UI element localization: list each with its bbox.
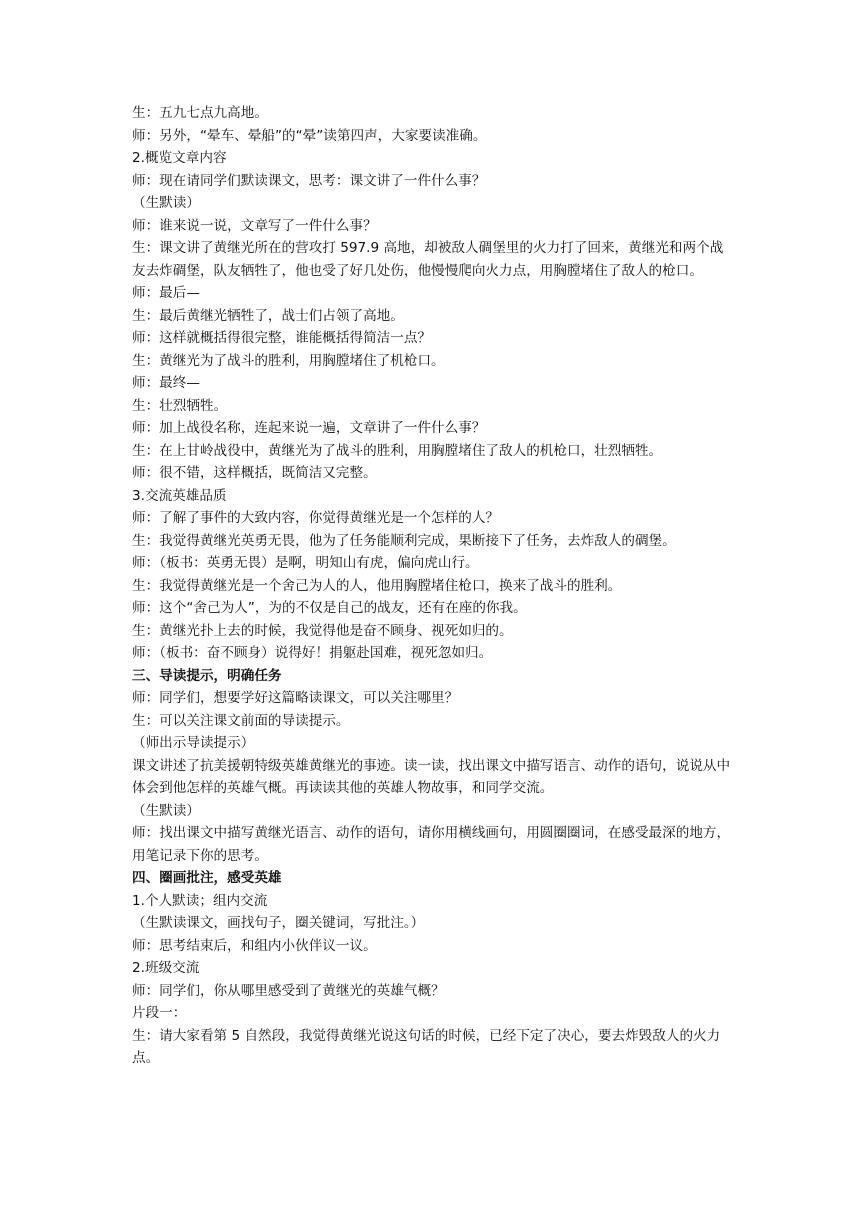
text-line: 师：最后— bbox=[132, 285, 200, 301]
text-line: 师：思考结束后，和组内小伙伴议一议。 bbox=[132, 937, 377, 954]
text-line: 师：另外，“晕车、晕船”的“晕”读第四声，大家要读准确。 bbox=[132, 127, 487, 144]
text-line: 师：找出课文中描写黄继光语言、动作的语句，请你用横线画句，用圆圈圈词，在感受最深的地方，用笔记录下你的思考。 bbox=[132, 825, 731, 864]
text-line: （生默读课文，画找句子，圈关键词，写批注。） bbox=[132, 915, 425, 931]
text-line: 师：这样就概括得很完整，谁能概括得简洁一点？ bbox=[132, 330, 432, 346]
text-line: 师：同学们，你从哪里感受到了黄继光的英雄气概？ bbox=[132, 982, 445, 999]
text-line: 片段一： bbox=[132, 1005, 187, 1021]
text-line: 2.班级交流 bbox=[132, 960, 200, 976]
text-line: 师：加上战役名称，连起来说一遍，文章讲了一件什么事？ bbox=[132, 420, 486, 436]
text-line: 生：可以关注课文前面的导读提示。 bbox=[132, 712, 350, 729]
section-heading: 三、导读提示，明确任务 bbox=[132, 667, 282, 684]
text-line: 生：黄继光扑上去的时候，我觉得他是奋不顾身、视死如归的。 bbox=[132, 622, 513, 639]
text-line: 2.概览文章内容 bbox=[132, 150, 227, 166]
text-line: 师：很不错，这样概括，既简洁又完整。 bbox=[132, 465, 377, 481]
text-line: 生：我觉得黄继光英勇无畏，他为了任务能顺利完成，果断接下了任务，去炸敌人的碉堡。 bbox=[132, 532, 676, 549]
text-line: 师：谁来说一说，文章写了一件什么事？ bbox=[132, 217, 377, 234]
text-line: 生：五九七点九高地。 bbox=[132, 105, 268, 121]
text-line: 生：我觉得黄继光是一个舍己为人的人，他用胸膛堵住枪口，换来了战斗的胜利。 bbox=[132, 577, 622, 594]
text-line: 生：黄继光为了战斗的胜利，用胸膛堵住了机枪口。 bbox=[132, 352, 445, 369]
text-line: （师出示导读提示） bbox=[132, 735, 255, 751]
text-line: 1.个人默读；组内交流 bbox=[132, 892, 268, 909]
text-line: 师：同学们，想要学好这篇略读课文，可以关注哪里？ bbox=[132, 690, 459, 706]
text-line: 师：这个“舍己为人”，为的不仅是自己的战友，还有在座的你我。 bbox=[132, 600, 527, 616]
text-line: 3.交流英雄品质 bbox=[132, 487, 227, 504]
text-line: 师：最终— bbox=[132, 375, 200, 391]
text-line: （生默读） bbox=[132, 195, 200, 211]
text-line: （生默读） bbox=[132, 802, 200, 819]
text-line: 师：现在请同学们默读课文，思考：课文讲了一件什么事？ bbox=[132, 172, 486, 189]
text-line: 生：在上甘岭战役中，黄继光为了战斗的胜利，用胸膛堵住了敌人的机枪口，壮烈牺牲。 bbox=[132, 442, 663, 459]
lesson-transcript bbox=[132, 102, 735, 1070]
text-line: 课文讲述了抗美援朝特级英雄黄继光的事迹。读一读，找出课文中描写语言、动作的语句，说说从中体会到他怎样的英雄气概。再读读其他的英雄人物故事，和同学交流。 bbox=[132, 757, 731, 796]
text-line: 师：（板书：奋不顾身）说得好！捐躯赴国难，视死忽如归。 bbox=[132, 645, 493, 661]
text-line: 生：课文讲了黄继光所在的营攻打 597.9 高地，却被敌人碉堡里的火力打了回来，黄继光和两个战友去炸碉堡，队友牺牲了，他也受了好几处伤，他慢慢爬向火力点，用胸膛堵住了敌人的枪口。 bbox=[132, 240, 724, 279]
text-line: 生：请大家看第 5 自然段，我觉得黄继光说这句话的时候，已经下定了决心，要去炸毁敌人的火力点。 bbox=[132, 1027, 721, 1066]
text-line: 师：了解了事件的大致内容，你觉得黄继光是一个怎样的人？ bbox=[132, 510, 500, 526]
text-line: 生：最后黄继光牺牲了，战士们占领了高地。 bbox=[132, 307, 404, 324]
section-heading: 四、圈画批注，感受英雄 bbox=[132, 870, 282, 886]
text-line: 生：壮烈牺牲。 bbox=[132, 397, 228, 414]
text-line: 师：（板书：英勇无畏）是啊，明知山有虎，偏向虎山行。 bbox=[132, 555, 479, 571]
